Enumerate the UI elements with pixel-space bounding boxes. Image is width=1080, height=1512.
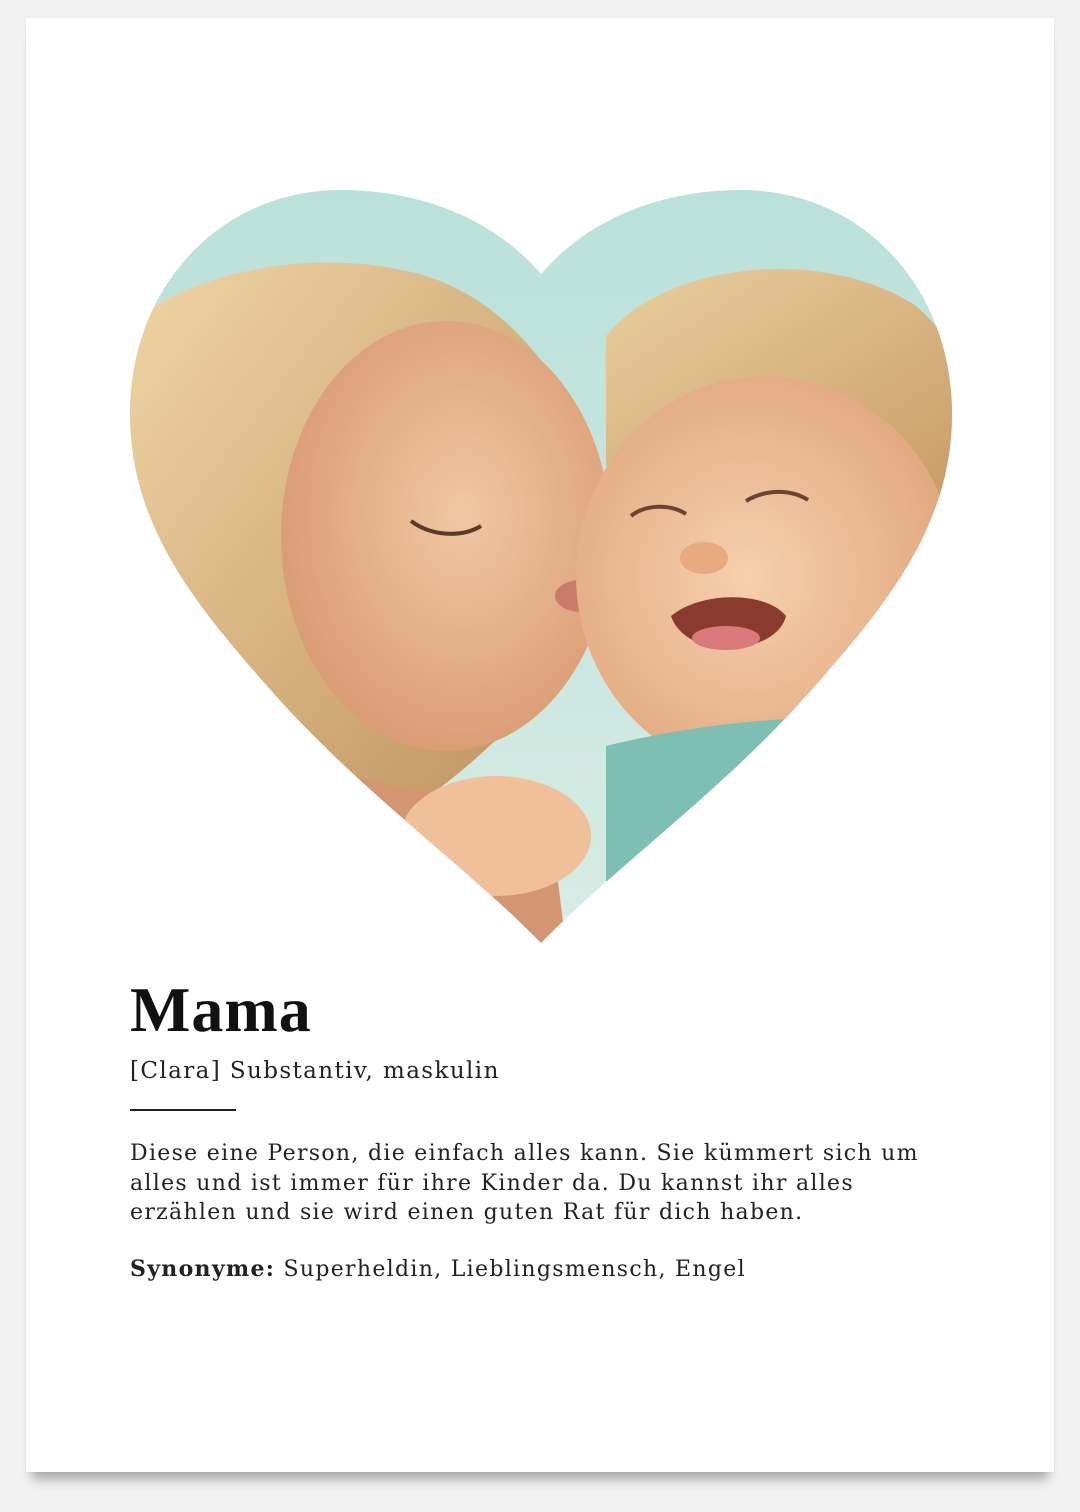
- definition-title: Mama: [130, 974, 312, 1045]
- definition-line: alles und ist immer für ihre Kinder da. Du kannst ihr alles: [130, 1170, 854, 1196]
- definition-text: [130, 1139, 990, 1228]
- synonyms-value: Superheldin, Lieblingsmensch, Engel: [275, 1257, 746, 1282]
- definition-line: erzählen und sie wird einen guten Rat für dich haben.: [130, 1200, 804, 1225]
- synonyms-label: Synonyme:: [130, 1256, 276, 1282]
- heart-photo: [126, 186, 956, 946]
- poster-card: [26, 18, 1054, 1472]
- definition-subtitle: [Clara] Substantiv, maskulin: [130, 1058, 500, 1084]
- divider: [130, 1109, 236, 1111]
- synonyms-row: [130, 1256, 746, 1282]
- definition-line: Diese eine Person, die einfach alles kann. Sie kümmert sich um: [130, 1141, 919, 1166]
- heart-photo-image: [126, 186, 956, 946]
